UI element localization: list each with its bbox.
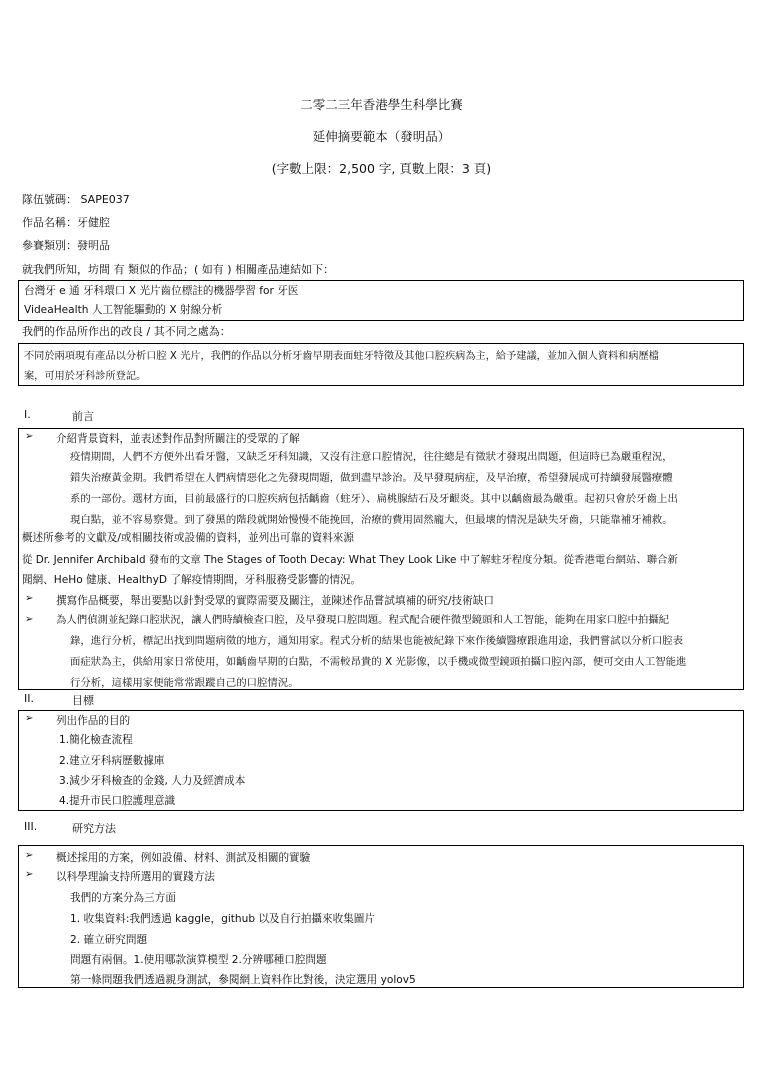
- background-paragraph: [70, 447, 730, 531]
- section-1-box: [18, 428, 744, 690]
- section-3-number: III.: [24, 820, 38, 833]
- section-1-item-2: 撰寫作品概要，舉出要點以針對受眾的實際需要及關注，並陳述作品嘗試填補的研究/技術缺口: [56, 595, 494, 607]
- para-line: 錄，進行分析，標記出找到問題病徵的地方，通知用家。程式分析的結果也能被紀錄下來作後續醫療跟進用途，我們嘗試以分析口腔表: [70, 635, 684, 647]
- section-3-box: [18, 845, 744, 988]
- method-line: 1. 收集資料:我們透過 kaggle，github 以及自行拍攝來收集圖片: [70, 913, 375, 925]
- similar-products-intro: 就我們所知，坊間 有 類似的作品；( 如有 ) 相關產品連結如下：: [22, 263, 335, 276]
- summary-paragraph: [56, 610, 731, 694]
- section-1-item-1: 介紹背景資料，並表述對作品對所關注的受眾的了解: [56, 433, 300, 445]
- bullet-icon: ➢: [25, 869, 34, 880]
- document-title: 二零二三年香港學生科學比賽: [300, 97, 463, 112]
- improvement-box: [18, 343, 744, 386]
- section-3-item-2: 以科學理論支持所選用的實踐方法: [56, 871, 215, 883]
- section-1-title: 前言: [72, 410, 94, 423]
- improvement-line-2: 案，可用於牙科診所登記。: [24, 371, 147, 382]
- word-limit-note: (字數上限：2,500 字, 頁數上限：3 頁): [271, 161, 492, 176]
- bullet-icon: ➢: [25, 850, 34, 861]
- method-line: 問題有兩個。1.使用哪款演算模型 2.分辨哪種口腔問題: [70, 954, 327, 966]
- team-number: 隊伍號碼： SAPE037: [22, 193, 130, 206]
- improvement-line-1: 不同於兩項現有產品以分析口腔 X 光片，我們的作品以分析牙齒早期表面蛀牙特徵及其他口腔疾病為主，給予建議，並加入個人資料和病歷檔: [24, 351, 659, 362]
- section-2-number: II.: [24, 692, 34, 705]
- reference-line-2: 聞網、HeHo 健康、HealthyD 了解疫情期間，牙科服務受影響的情況。: [22, 574, 362, 586]
- para-line: 系的一部份。選材方面，目前最盛行的口腔疾病包括齲齒（蛀牙）、扁桃腺結石及牙齦炎。其中以齲齒最為嚴重。起初只會於牙齒上出: [70, 493, 678, 505]
- section-3-item-1: 概述採用的方案，例如設備、材料、測試及相關的實驗: [56, 852, 311, 864]
- bullet-icon: ➢: [25, 614, 34, 625]
- para-line: 疫情期間，人們不方便外出看牙醫，又缺乏牙科知識，又沒有注意口腔情況，往往總是有徵狀才發現出問題，但這時已為嚴重程況，: [70, 451, 673, 463]
- similar-product-2: VideaHealth 人工智能驅動的 X 射線分析: [24, 304, 223, 316]
- reference-label: 概述所參考的文獻及/或相關技術或設備的資料，並列出可靠的資料來源: [22, 532, 354, 544]
- section-2-item: 列出作品的目的: [56, 715, 131, 727]
- section-2-box: [18, 710, 744, 811]
- para-line: 錯失治療黃金期。我們希望在人們病情惡化之先發現問題，做到盡早診治。及早發現病症，及早治療，希望發展成可持續發展醫療體: [70, 472, 673, 484]
- reference-line-1: 從 Dr. Jennifer Archibald 發布的文章 The Stages of Tooth Decay: What They Look Like 中了解蛀牙程度分類。從香港電台網站、聯合新: [22, 554, 678, 566]
- method-line: 我們的方案分為三方面: [70, 892, 176, 904]
- project-name: 作品名稱：牙健腔: [22, 216, 110, 229]
- bullet-icon: ➢: [25, 431, 34, 442]
- method-line: 2. 確立研究問題: [70, 934, 148, 946]
- goal-item: 1.簡化檢查流程: [59, 734, 133, 746]
- category: 參賽類別：發明品: [22, 239, 110, 252]
- para-line: 為人們偵測並紀錄口腔狀況，讓人們時續檢查口腔，及早發現口腔問題。程式配合硬件微型鏡頭和人工智能，能夠在用家口腔中拍攝紀: [56, 614, 670, 626]
- section-2-title: 目標: [72, 694, 94, 707]
- goal-item: 4.提升市民口腔護理意識: [59, 795, 176, 807]
- section-3-title: 研究方法: [72, 822, 116, 835]
- section-1-number: I.: [24, 408, 31, 421]
- para-line: 行分析，這樣用家便能常常跟蹤自己的口腔情況。: [70, 677, 299, 689]
- bullet-icon: ➢: [25, 593, 34, 604]
- para-line: 現白點，並不容易察覺。到了發黑的階段就開始慢慢不能挽回，治療的費用固然龐大，但最壞的情況是缺失牙齒，只能靠補牙補救。: [70, 514, 673, 526]
- similar-product-1: 台灣牙 e 通 牙科環口 X 光片齒位標註的機器學習 for 牙医: [24, 285, 299, 297]
- method-line: 第一條問題我們透過親身測試，參閱網上資料作比對後，決定選用 yolov5: [70, 974, 416, 986]
- similar-products-box: [18, 280, 744, 321]
- bullet-icon: ➢: [25, 713, 34, 724]
- document-subtitle: 延伸摘要範本（發明品）: [312, 129, 451, 144]
- improvement-label: 我們的作品所作出的改良 / 其不同之處為：: [22, 325, 231, 338]
- goal-item: 2.建立牙科病歷數據庫: [59, 755, 165, 767]
- para-line: 面症狀為主，供給用家日常使用，如齲齒早期的白點，不需較昂貴的 X 光影像，以手機或微型鏡頭拍攝口腔內部，便可交由人工智能進: [70, 656, 687, 668]
- goal-item: 3.減少牙科檢查的金錢, 人力及經濟成本: [59, 775, 246, 787]
